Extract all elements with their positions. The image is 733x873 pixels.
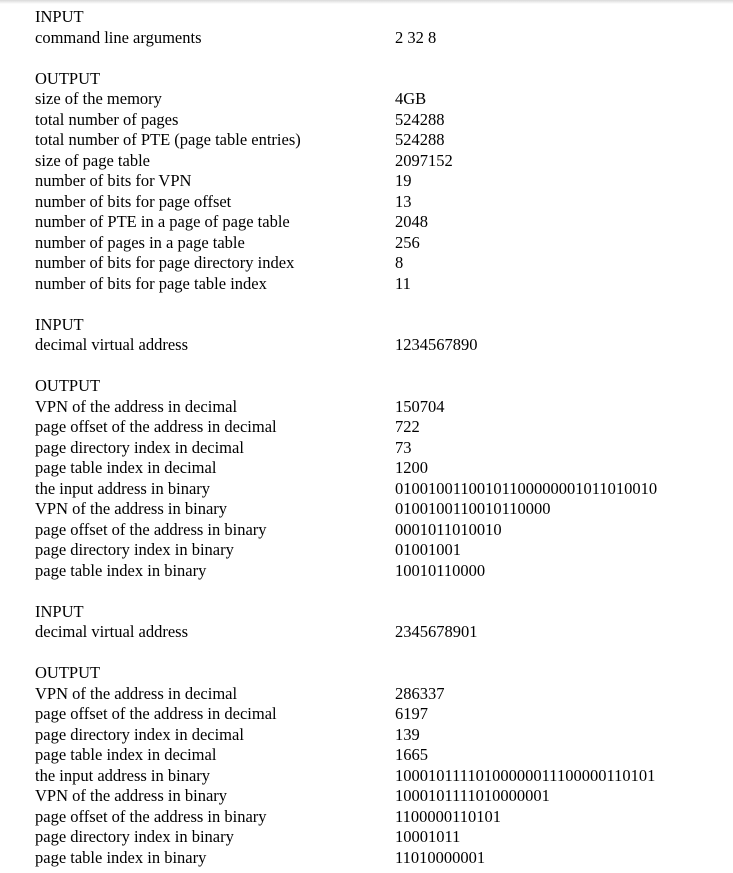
- row-value: 6197: [395, 704, 428, 723]
- row-value: 0100100110010110000: [395, 499, 551, 518]
- table-row: [35, 438, 725, 459]
- table-row: [35, 151, 725, 172]
- row-value: 01001001: [395, 540, 461, 559]
- row-label: total number of PTE (page table entries): [35, 130, 301, 149]
- table-row: [35, 335, 725, 356]
- row-value: 10010110000: [395, 560, 486, 580]
- row-value: 19: [395, 171, 412, 190]
- row-value: 11: [395, 273, 411, 293]
- table-row: [35, 253, 725, 274]
- row-label: VPN of the address in decimal: [35, 683, 238, 703]
- row-value: 139: [395, 724, 420, 744]
- page-top-edge: [0, 0, 733, 4]
- row-label: page offset of the address in decimal: [35, 417, 277, 436]
- table-row: [35, 28, 725, 49]
- row-label: page table index in decimal: [35, 458, 217, 477]
- table-row: [35, 561, 725, 582]
- row-label: page directory index in decimal: [35, 437, 244, 457]
- table-row: [35, 786, 725, 807]
- row-value: 10001011: [395, 827, 461, 846]
- section-input-args: [35, 7, 725, 48]
- table-row: [35, 622, 725, 643]
- row-label: page table index in binary: [35, 560, 207, 580]
- row-label: page table index in binary: [35, 847, 207, 867]
- row-value: 8: [395, 253, 404, 272]
- table-row: [35, 540, 725, 561]
- table-row: [35, 110, 725, 131]
- row-value: 73: [395, 437, 412, 457]
- table-row: [35, 192, 725, 213]
- table-row: [35, 725, 725, 746]
- row-label: number of bits for page directory index: [35, 253, 295, 272]
- table-row: [35, 766, 725, 787]
- row-label: page directory index in binary: [35, 540, 234, 559]
- row-value: 1234567890: [395, 335, 478, 354]
- row-label: VPN of the address in decimal: [35, 396, 238, 416]
- row-label: decimal virtual address: [35, 622, 189, 641]
- section-heading: OUTPUT: [35, 663, 101, 682]
- table-row: [35, 233, 725, 254]
- row-value: 0001011010010: [395, 519, 502, 539]
- section-heading: OUTPUT: [35, 68, 101, 88]
- row-label: size of the memory: [35, 89, 162, 108]
- row-label: page directory index in decimal: [35, 724, 244, 744]
- row-label: number of bits for page table index: [35, 273, 267, 293]
- row-label: page offset of the address in binary: [35, 806, 267, 826]
- section-input-address-2: [35, 602, 725, 643]
- row-label: the input address in binary: [35, 765, 211, 785]
- table-row: [35, 417, 725, 438]
- table-row: [35, 130, 725, 151]
- row-value: 1665: [395, 745, 428, 764]
- row-label: page offset of the address in decimal: [35, 704, 277, 723]
- row-label: decimal virtual address: [35, 335, 189, 354]
- row-label: page offset of the address in binary: [35, 519, 267, 539]
- row-label: VPN of the address in binary: [35, 786, 228, 805]
- row-label: total number of pages: [35, 109, 179, 129]
- row-label: the input address in binary: [35, 478, 211, 498]
- table-row: [35, 479, 725, 500]
- row-value: 256: [395, 232, 420, 252]
- row-value: 10001011110100000011100000110101: [395, 765, 656, 785]
- row-value: 524288: [395, 109, 445, 129]
- row-label: page table index in decimal: [35, 745, 217, 764]
- table-row: [35, 848, 725, 869]
- row-label: number of bits for page offset: [35, 191, 232, 211]
- row-label: size of page table: [35, 150, 150, 170]
- row-value: 286337: [395, 683, 445, 703]
- row-value: 2048: [395, 212, 428, 231]
- table-row: [35, 684, 725, 705]
- row-label: number of pages in a page table: [35, 232, 245, 252]
- table-row: [35, 171, 725, 192]
- row-label: VPN of the address in binary: [35, 499, 228, 518]
- section-heading: INPUT: [35, 7, 84, 26]
- table-row: [35, 745, 725, 766]
- table-row: [35, 212, 725, 233]
- row-label: number of PTE in a page of page table: [35, 212, 290, 231]
- row-value: 01001001100101100000001011010010: [395, 478, 658, 498]
- row-value: 722: [395, 417, 420, 436]
- table-row: [35, 807, 725, 828]
- row-value: 2097152: [395, 150, 453, 170]
- section-output-address-1: [35, 376, 725, 581]
- row-value: 1000101111010000001: [395, 786, 550, 805]
- row-value: 2345678901: [395, 622, 478, 641]
- table-row: [35, 827, 725, 848]
- table-row: [35, 520, 725, 541]
- row-value: 11010000001: [395, 847, 486, 867]
- section-output-memory: [35, 69, 725, 295]
- section-heading: INPUT: [35, 601, 84, 621]
- table-row: [35, 704, 725, 725]
- section-output-address-2: [35, 663, 725, 868]
- row-value: 4GB: [395, 89, 427, 108]
- table-row: [35, 499, 725, 520]
- row-label: number of bits for VPN: [35, 171, 192, 190]
- row-value: 524288: [395, 130, 445, 149]
- row-value: 13: [395, 191, 412, 211]
- row-value: 150704: [395, 396, 445, 416]
- row-value: 1100000110101: [395, 806, 502, 826]
- table-row: [35, 89, 725, 110]
- document-body: [35, 7, 725, 868]
- section-input-address-1: [35, 315, 725, 356]
- row-value: 1200: [395, 458, 428, 477]
- row-value: 2 32 8: [395, 27, 437, 47]
- table-row: [35, 397, 725, 418]
- table-row: [35, 274, 725, 295]
- row-label: command line arguments: [35, 27, 202, 47]
- table-row: [35, 458, 725, 479]
- row-label: page directory index in binary: [35, 827, 234, 846]
- section-heading: INPUT: [35, 314, 84, 334]
- section-heading: OUTPUT: [35, 376, 101, 395]
